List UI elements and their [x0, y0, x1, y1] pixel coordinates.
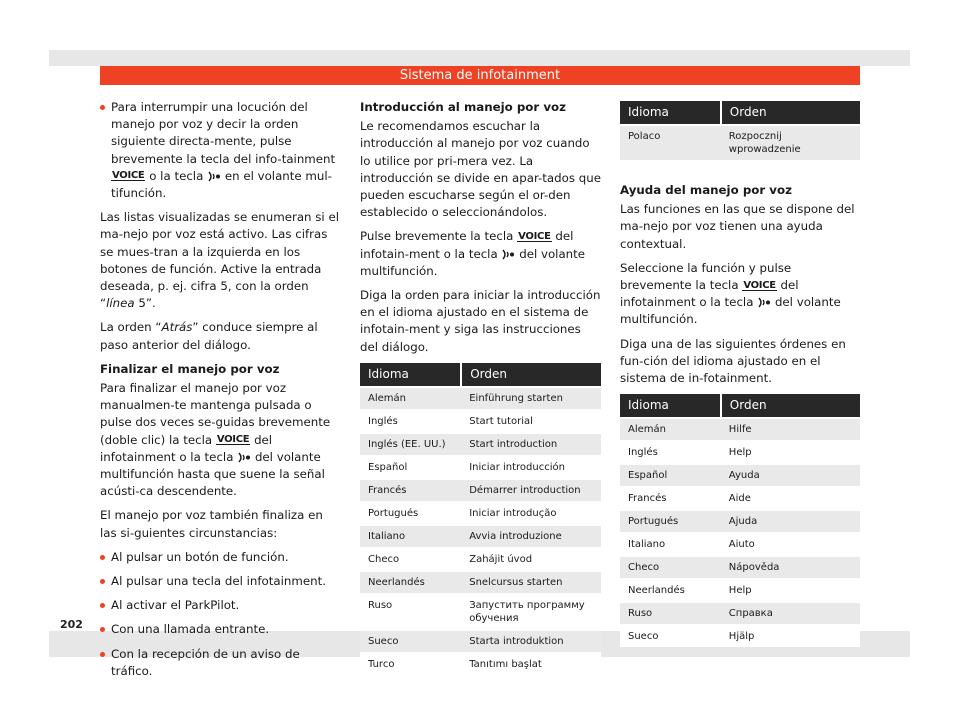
language-cell: Italiano — [620, 533, 721, 556]
heading-ayuda: Ayuda del manejo por voz — [620, 183, 792, 197]
text: del volante multifunción. — [620, 295, 841, 327]
text: Las listas visualizadas se enumeran si el ma-nejo por voz está activo. Las cifras se mues-tran a la izquierda en los botones de función. Active la entrada deseada, p. ej. cifra 5, con la orden “ — [100, 210, 339, 311]
paragraph-intro: Le recomendamos escuchar la introducción al manejo por voz cuando lo utilice por pri-mera vez. La introducción se divide en apar-tados que pueden escucharse según el or-den establecido o seleccionándolos. — [360, 119, 601, 220]
text: Para finalizar el manejo por voz manualmen-te mantenga pulsada o pulse dos veces se-guidas brevemente (doble clic) la tecla — [100, 381, 331, 447]
table-row — [360, 502, 601, 525]
table-row — [360, 548, 601, 571]
table-row — [620, 625, 860, 647]
command-cell: Aide — [721, 487, 860, 510]
voice-key-icon: VOICE — [112, 170, 145, 182]
heading-intro: Introducción al manejo por voz — [360, 100, 566, 114]
voice-key-icon: VOICE — [216, 434, 250, 446]
table-row — [360, 525, 601, 548]
paragraph-ayuda: Las funciones en las que se dispone del ma-nejo por voz tienen una ayuda contextual. — [620, 202, 855, 251]
language-cell: Alemán — [360, 387, 461, 410]
table-row — [620, 418, 860, 441]
paragraph-circumstances: El manejo por voz también finaliza en las si-guientes circunstancias: — [100, 508, 323, 540]
table-header-row — [360, 363, 601, 387]
paragraph-finalizar — [100, 380, 340, 500]
language-cell: Francés — [360, 479, 461, 502]
command-cell: Iniciar introducción — [461, 456, 601, 479]
command-cell: Help — [721, 441, 860, 464]
language-cell: Sueco — [360, 630, 461, 653]
column-header: Orden — [721, 101, 860, 125]
command-cell: Rozpocznij wprowadzenie — [721, 125, 860, 160]
table-row — [360, 594, 601, 630]
language-cell: Español — [620, 464, 721, 487]
voice-control-icon — [237, 452, 251, 463]
command-cell: Aiuto — [721, 533, 860, 556]
section-header: Sistema de infotainment — [100, 66, 860, 85]
italic-text: línea — [106, 296, 135, 311]
list-item: Al pulsar una tecla del infotainment. — [100, 573, 340, 590]
text: del infotainment o la tecla — [620, 278, 799, 310]
column-1 — [100, 99, 340, 687]
paragraph-say: Diga la orden para iniciar la introducción en el idioma ajustado en el sistema de infotain-ment y siga las instrucciones del diálogo. — [360, 288, 601, 354]
language-cell: Ruso — [620, 602, 721, 625]
command-cell: Nápověda — [721, 556, 860, 579]
column-header: Orden — [721, 394, 860, 418]
command-cell: Démarrer introduction — [461, 479, 601, 502]
command-cell: Einführung starten — [461, 387, 601, 410]
language-cell: Polaco — [620, 125, 721, 160]
list-item: Con la recepción de un aviso de tráfico. — [100, 646, 340, 680]
command-cell: Avvia introduzione — [461, 525, 601, 548]
table-row — [360, 410, 601, 433]
text: del infotain-ment o la tecla — [360, 229, 574, 261]
language-cell: Turco — [360, 653, 461, 675]
paragraph-back — [100, 319, 340, 353]
italic-text: Atrás — [161, 320, 193, 335]
language-cell: Español — [360, 456, 461, 479]
paragraph-say-help: Diga una de las siguientes órdenes en fun-ción del idioma ajustado en el sistema de in-fotainment. — [620, 336, 846, 386]
text: Seleccione la función y pulse brevemente la tecla — [620, 260, 792, 293]
command-cell: Zahájit úvod — [461, 548, 601, 571]
language-cell: Inglés — [620, 441, 721, 464]
language-cell: Portugués — [360, 502, 461, 525]
table-row — [620, 487, 860, 510]
command-cell: Start tutorial — [461, 410, 601, 433]
language-cell: Checo — [620, 556, 721, 579]
voice-key-icon: VOICE — [518, 230, 551, 242]
command-cell: Tanıtımı başlat — [461, 653, 601, 675]
page-number: 202 — [60, 618, 83, 631]
table-row — [360, 433, 601, 456]
voice-key-icon: VOICE — [743, 279, 776, 291]
command-cell: Start introduction — [461, 433, 601, 456]
column-header: Idioma — [620, 101, 721, 125]
table-header-row — [620, 101, 860, 125]
list-item: Al pulsar un botón de función. — [100, 549, 340, 566]
text: del volante multifunción hasta que suene la señal acústi-ca descendente. — [100, 449, 325, 499]
voice-control-icon — [207, 171, 221, 182]
language-cell: Ruso — [360, 594, 461, 630]
table-row — [620, 556, 860, 579]
heading-finalizar: Finalizar el manejo por voz — [100, 361, 280, 376]
paragraph-select — [620, 260, 860, 329]
column-3 — [620, 101, 860, 647]
table-row — [620, 579, 860, 602]
paragraph-lists — [100, 209, 340, 312]
table-row — [620, 464, 860, 487]
text: del volante multifunción. — [360, 246, 586, 278]
command-cell: Hjälp — [721, 625, 860, 647]
column-header: Orden — [461, 363, 601, 387]
language-cell: Alemán — [620, 418, 721, 441]
language-cell: Portugués — [620, 510, 721, 533]
table-row — [620, 510, 860, 533]
column-header: Idioma — [360, 363, 461, 387]
command-cell: Справка — [721, 602, 860, 625]
intro-commands-table-continued — [620, 101, 860, 160]
circumstance-list — [100, 549, 340, 680]
list-item: Con una llamada entrante. — [100, 621, 340, 638]
language-cell: Francés — [620, 487, 721, 510]
table-row — [620, 602, 860, 625]
command-cell: Ayuda — [721, 464, 860, 487]
table-header-row — [620, 394, 860, 418]
text: ” conduce siempre al paso anterior del diálogo. — [100, 320, 318, 352]
text: 5”. — [134, 296, 156, 311]
voice-control-icon — [757, 297, 771, 308]
help-commands-table — [620, 394, 860, 647]
table-row — [620, 533, 860, 556]
table-row — [360, 479, 601, 502]
text: La orden “ — [100, 320, 162, 335]
language-cell: Inglés — [360, 410, 461, 433]
language-cell: Inglés (EE. UU.) — [360, 433, 461, 456]
voice-control-icon — [501, 249, 515, 260]
table-row — [360, 387, 601, 410]
language-cell: Neerlandés — [620, 579, 721, 602]
text: del infotainment o la tecla — [100, 432, 273, 464]
paragraph-press — [360, 228, 601, 280]
table-row — [360, 630, 601, 653]
table-row — [360, 571, 601, 594]
table-row — [360, 653, 601, 675]
command-cell: Starta introduktion — [461, 630, 601, 653]
language-cell: Checo — [360, 548, 461, 571]
table-row — [620, 441, 860, 464]
command-cell: Запустить программу обучения — [461, 594, 601, 630]
table-row — [360, 456, 601, 479]
language-cell: Neerlandés — [360, 571, 461, 594]
language-cell: Italiano — [360, 525, 461, 548]
column-header: Idioma — [620, 394, 721, 418]
text: Pulse brevemente la tecla — [360, 229, 514, 244]
table-row — [620, 125, 860, 160]
command-cell: Iniciar introdução — [461, 502, 601, 525]
text: Para interrumpir una locución del manejo por voz y decir la orden siguiente directa-mente, pulse brevemente la tecla del info-tainment — [111, 100, 336, 166]
bullet-interrupt — [100, 99, 340, 202]
text: o la tecla — [149, 168, 204, 183]
intro-commands-table — [360, 363, 601, 675]
command-cell: Help — [721, 579, 860, 602]
list-item: Al activar el ParkPilot. — [100, 597, 340, 614]
command-cell: Snelcursus starten — [461, 571, 601, 594]
command-cell: Hilfe — [721, 418, 860, 441]
text: en el volante mul-tifunción. — [111, 168, 332, 201]
command-cell: Ajuda — [721, 510, 860, 533]
language-cell: Sueco — [620, 625, 721, 647]
column-2 — [360, 99, 601, 675]
